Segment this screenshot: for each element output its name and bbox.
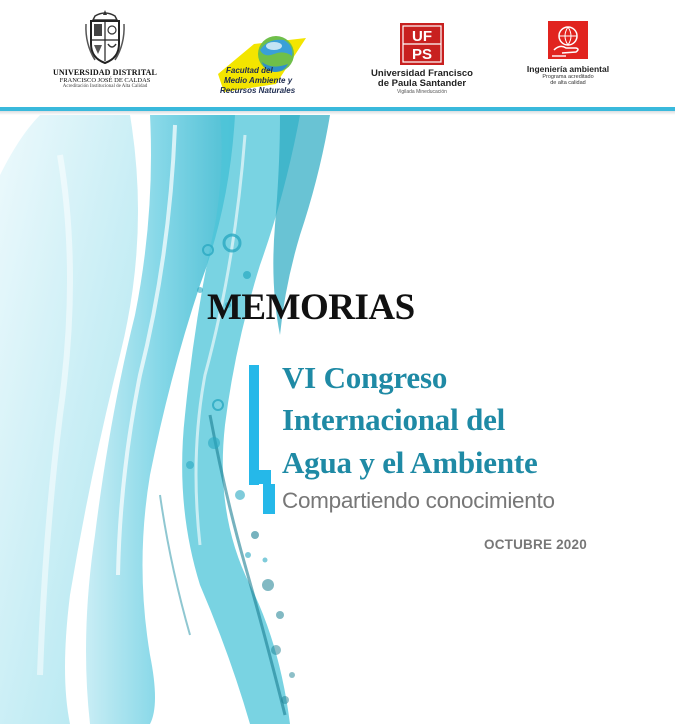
congress-subtitle: Compartiendo conocimiento (282, 488, 555, 513)
title-accent-bar (249, 365, 259, 485)
header-logos-bar (0, 0, 675, 108)
facultad-line-2: Medio Ambiente y (224, 76, 293, 85)
ufps-vigilada: Vigilada Mineducación (397, 89, 447, 95)
logo-ingenieria-ambiental (516, 20, 620, 86)
ud-accreditation: Acreditación Institucional de Alta Calidad (62, 84, 148, 89)
title-accent-step (259, 470, 271, 484)
facultad-line-3: Recursos Naturales (220, 86, 296, 95)
ufps-monogram-top: UF (412, 28, 432, 45)
congress-title-line-1: VI Congreso (282, 360, 448, 395)
ingenieria-title: Ingeniería ambiental (526, 64, 610, 74)
title-accent-foot (263, 484, 275, 514)
ufps-monogram-icon (399, 22, 445, 66)
ufps-name-line-1: Universidad Francisco (371, 68, 473, 79)
congress-date: OCTUBRE 2020 (484, 537, 587, 552)
ud-name: UNIVERSIDAD DISTRITAL (53, 68, 157, 77)
hand-globe-icon (546, 20, 590, 60)
ingenieria-line-3: de alta calidad (550, 80, 586, 86)
ud-subname: FRANCISCO JOSÉ DE CALDAS (59, 77, 151, 84)
facultad-line-1: Facultad del (226, 66, 273, 75)
ingenieria-line-2: Programa acreditado (542, 74, 594, 80)
memorias-heading: MEMORIAS (207, 287, 415, 328)
university-crest-icon (83, 8, 127, 66)
logo-universidad-distrital (50, 8, 160, 89)
logo-ufps (362, 22, 482, 95)
congress-title-line-3: Agua y el Ambiente (282, 445, 538, 480)
congress-title-line-2: Internacional del (282, 402, 506, 437)
ufps-name-line-2: de Paula Santander (377, 78, 467, 89)
logo-facultad-medio-ambiente (214, 26, 309, 102)
ufps-monogram-bottom: PS (411, 46, 433, 63)
